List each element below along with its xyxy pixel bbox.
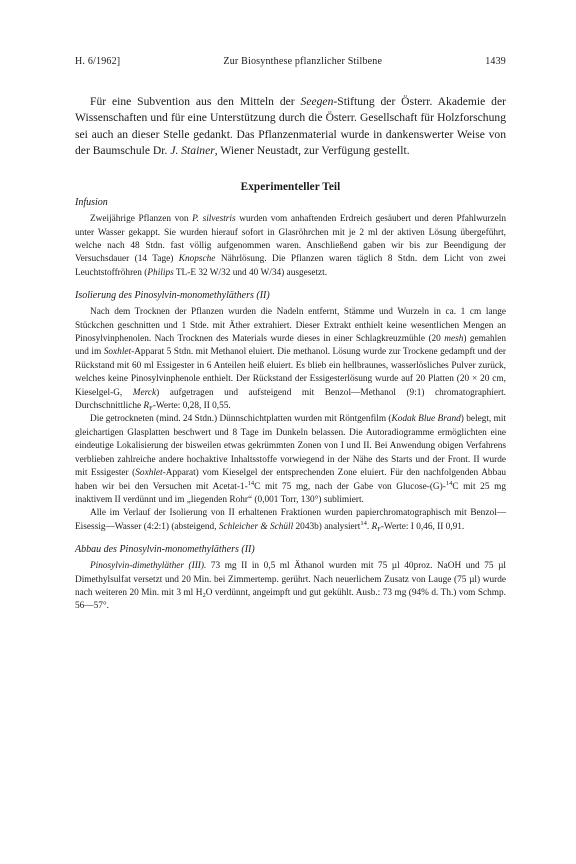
ack-text-2: -Stiftung der Österr. Akademie der Wissenschaften und für eine Unterstützung durch die Österr. Gesellschaft für Holzforschung sei auch an dieser Stelle gedankt. Das Pflanzenmaterial wurde in dankenswerter Weise von der Baumschule Dr. (75, 95, 506, 157)
iso3-text-b: 2043b) analysiert (293, 521, 361, 532)
iso1-text-d: ) aufgetragen und aufsteigend mit Benzol—Methanol (9:1) chromatographiert. Durchschnittliche (75, 387, 506, 412)
infusion-text-3: Nährlösung. Die Pflanzen waren täglich 8 Stdn. dem Licht von zwei Leuchtstoffröhren ( (75, 254, 507, 278)
page-number: 1439 (485, 56, 506, 67)
abbau-paragraph (75, 560, 506, 614)
infusion-text-1: Zweijährige Pflanzen von (90, 214, 193, 225)
iso1-soxhlet: Soxhlet (103, 347, 132, 358)
abbau-section (75, 560, 506, 614)
journal-page (75, 56, 506, 614)
species-name: P. silvestris (192, 214, 236, 225)
iso1-text-e: -Werte: 0,28, II 0,55. (152, 401, 231, 412)
isolierung-paragraph-2 (75, 413, 506, 507)
infusion-text-2: wurden vom anhaftenden Erdreich gesäubert und deren Pfahlwurzeln unter Wasser gekappt. Sie wurden hierauf sofort in Glasröhrchen mit je 2 ml der aktiven Lösung übergeführt, welche nach 48 Stdn. fast völlig aufgenommen waren. Anschließend gaben wir bis zur Beendigung der Versuchsdauer (14 Tage) (75, 214, 507, 265)
iso2-text-b: ) belegt, mit gleichartigen Glasplatten beschwert und 8 Tage im Dunkeln belassen. Die Autoradiogramme ermöglichten eine eindeutige Lokalisierung der bisweilen etwas gekrümmten Zonen von I und II. Bei Anwendung obigen Verfahrens verblieben zahlreiche andere hochaktive Inhaltsstoffe vorwiegend in der Nähe des Starts und der Front. II wurde mit Essigester ( (75, 414, 506, 479)
iso3-rf: R (371, 521, 378, 532)
iso3-text-c: . (366, 521, 372, 532)
ack-stainer: J. Stainer (170, 143, 215, 157)
abbau-text-1: 73 mg II in 0,5 ml Äthanol wurden mit 75 µl 40proz. NaOH und 75 µl Dimethylsulfat versetzt und 20 Min. bei Zimmertemp. gerührt. Nach neuerlichem Zusatz von Lauge (75 µl) wurde nach weiteren 20 Min. mit 3 ml H (75, 561, 507, 598)
running-title: Zur Biosynthese pflanzlicher Stilbene (223, 56, 383, 67)
iso3-text-d: -Werte: I 0,46, II 0,91. (380, 521, 465, 532)
ack-text-1: Für eine Subvention aus den Mitteln der (90, 95, 301, 108)
iso2-text-a: Die getrockneten (mind. 24 Stdn.) Dünnschichtplatten wurden mit Röntgenfilm ( (90, 414, 392, 425)
infusion-section (75, 213, 506, 280)
iso2-text-c: -Apparat) vom Kieselgel der entsprechenden Zone eluiert. Für den nachfolgenden Abbau haben wir bei den Versuchen mit Acetat-1- (75, 468, 506, 492)
iso1-text-b: ) gemahlen und im (75, 334, 507, 358)
iso1-rf-sub: F (149, 405, 153, 413)
iso3-rf-sub: F (377, 525, 381, 533)
philips-name: Philips (147, 267, 174, 278)
acknowledgement-paragraph (75, 94, 506, 159)
infusion-paragraph (75, 213, 506, 280)
abbau-text-2: O verdünnt, angeimpft und gut gekühlt. Ausb.: 73 mg (94% d. Th.) vom Schmp. 56—57°. (75, 587, 506, 612)
ack-seegen: Seegen (300, 95, 334, 108)
iso2-sup2: 14 (445, 479, 453, 487)
iso3-footnote-ref: 14 (360, 519, 367, 527)
isolierung-section (75, 306, 506, 534)
issue-reference: H. 6/1962] (75, 56, 121, 67)
iso1-rf: R (143, 401, 150, 412)
iso2-text-d: C mit 75 mg, nach der Gabe von Glucose-(G)- (254, 481, 446, 492)
iso2-soxhlet: Soxhlet (135, 468, 163, 479)
iso1-mesh: mesh (444, 334, 464, 345)
iso2-sup1: 14 (247, 479, 255, 487)
iso1-text-c: -Apparat 5 Stdn. mit Methanol eluiert. Die methanol. Lösung wurde zur Trockene gedampft und der Rückstand mit 60 ml Essigester in 6 Anteilen heiß eluiert. Es blieb ein hellbraunes, wasserlösliches Pulver zurück, welches keine Pinosylvinphenole enthielt. Der Rückstand der Essigesterlösung wurde auf 20 Platten (20 × 20 cm, Kieselgel-G, (75, 347, 506, 398)
running-head (75, 56, 506, 72)
abbau-compound-title: Pinosylvin-dimethyläther (III). (90, 561, 207, 572)
ack-text-3: , Wiener Neustadt, zur Verfügung gestellt. (214, 143, 410, 157)
iso3-schleicher: Schleicher & Schüll (218, 521, 294, 532)
subheading-abbau: Abbau des Pinosylvin-monomethyläthers (II) (75, 544, 255, 556)
knop-name: Knopsche (178, 254, 216, 265)
iso1-text-a: Nach dem Trocknen der Pflanzen wurden die Nadeln entfernt, Stämme und Wurzeln in ca. 1 cm lange Stückchen geschnitten und 1 Stde. mit Äther extrahiert. Dieser Extrakt enthielt keine wesentlichen Mengen an Pinosylvinphenolen. Nach Trocknen des Materials wurde dieses in einer Schlagkreuzmühle (20 (75, 307, 506, 345)
iso1-merck: Merck (132, 387, 157, 398)
isolierung-paragraph-1 (75, 306, 506, 413)
iso2-kodak: Kodak Blue Brand (391, 414, 461, 425)
acknowledgement (75, 94, 506, 159)
isolierung-paragraph-3 (75, 507, 506, 534)
subheading-isolierung: Isolierung des Pinosylvin-monomethyläthers (II) (75, 290, 270, 302)
subheading-infusion: Infusion (75, 197, 108, 209)
iso3-text-a: Alle im Verlauf der Isolierung von II erhaltenen Fraktionen wurden papierchromatographisch mit Benzol—Eisessig—Wasser (4:2:1) (absteigend, (75, 508, 506, 532)
infusion-text-4: TL-E 32 W/32 und 40 W/34) ausgesetzt. (173, 267, 328, 278)
section-title: Experimenteller Teil (240, 181, 341, 194)
abbau-sub-2: 2 (202, 591, 206, 599)
iso2-text-e: C mit 25 mg inaktivem II verdünnt und im „liegenden Rohr“ (0,001 Torr, 130°) sublimiert. (75, 481, 506, 505)
